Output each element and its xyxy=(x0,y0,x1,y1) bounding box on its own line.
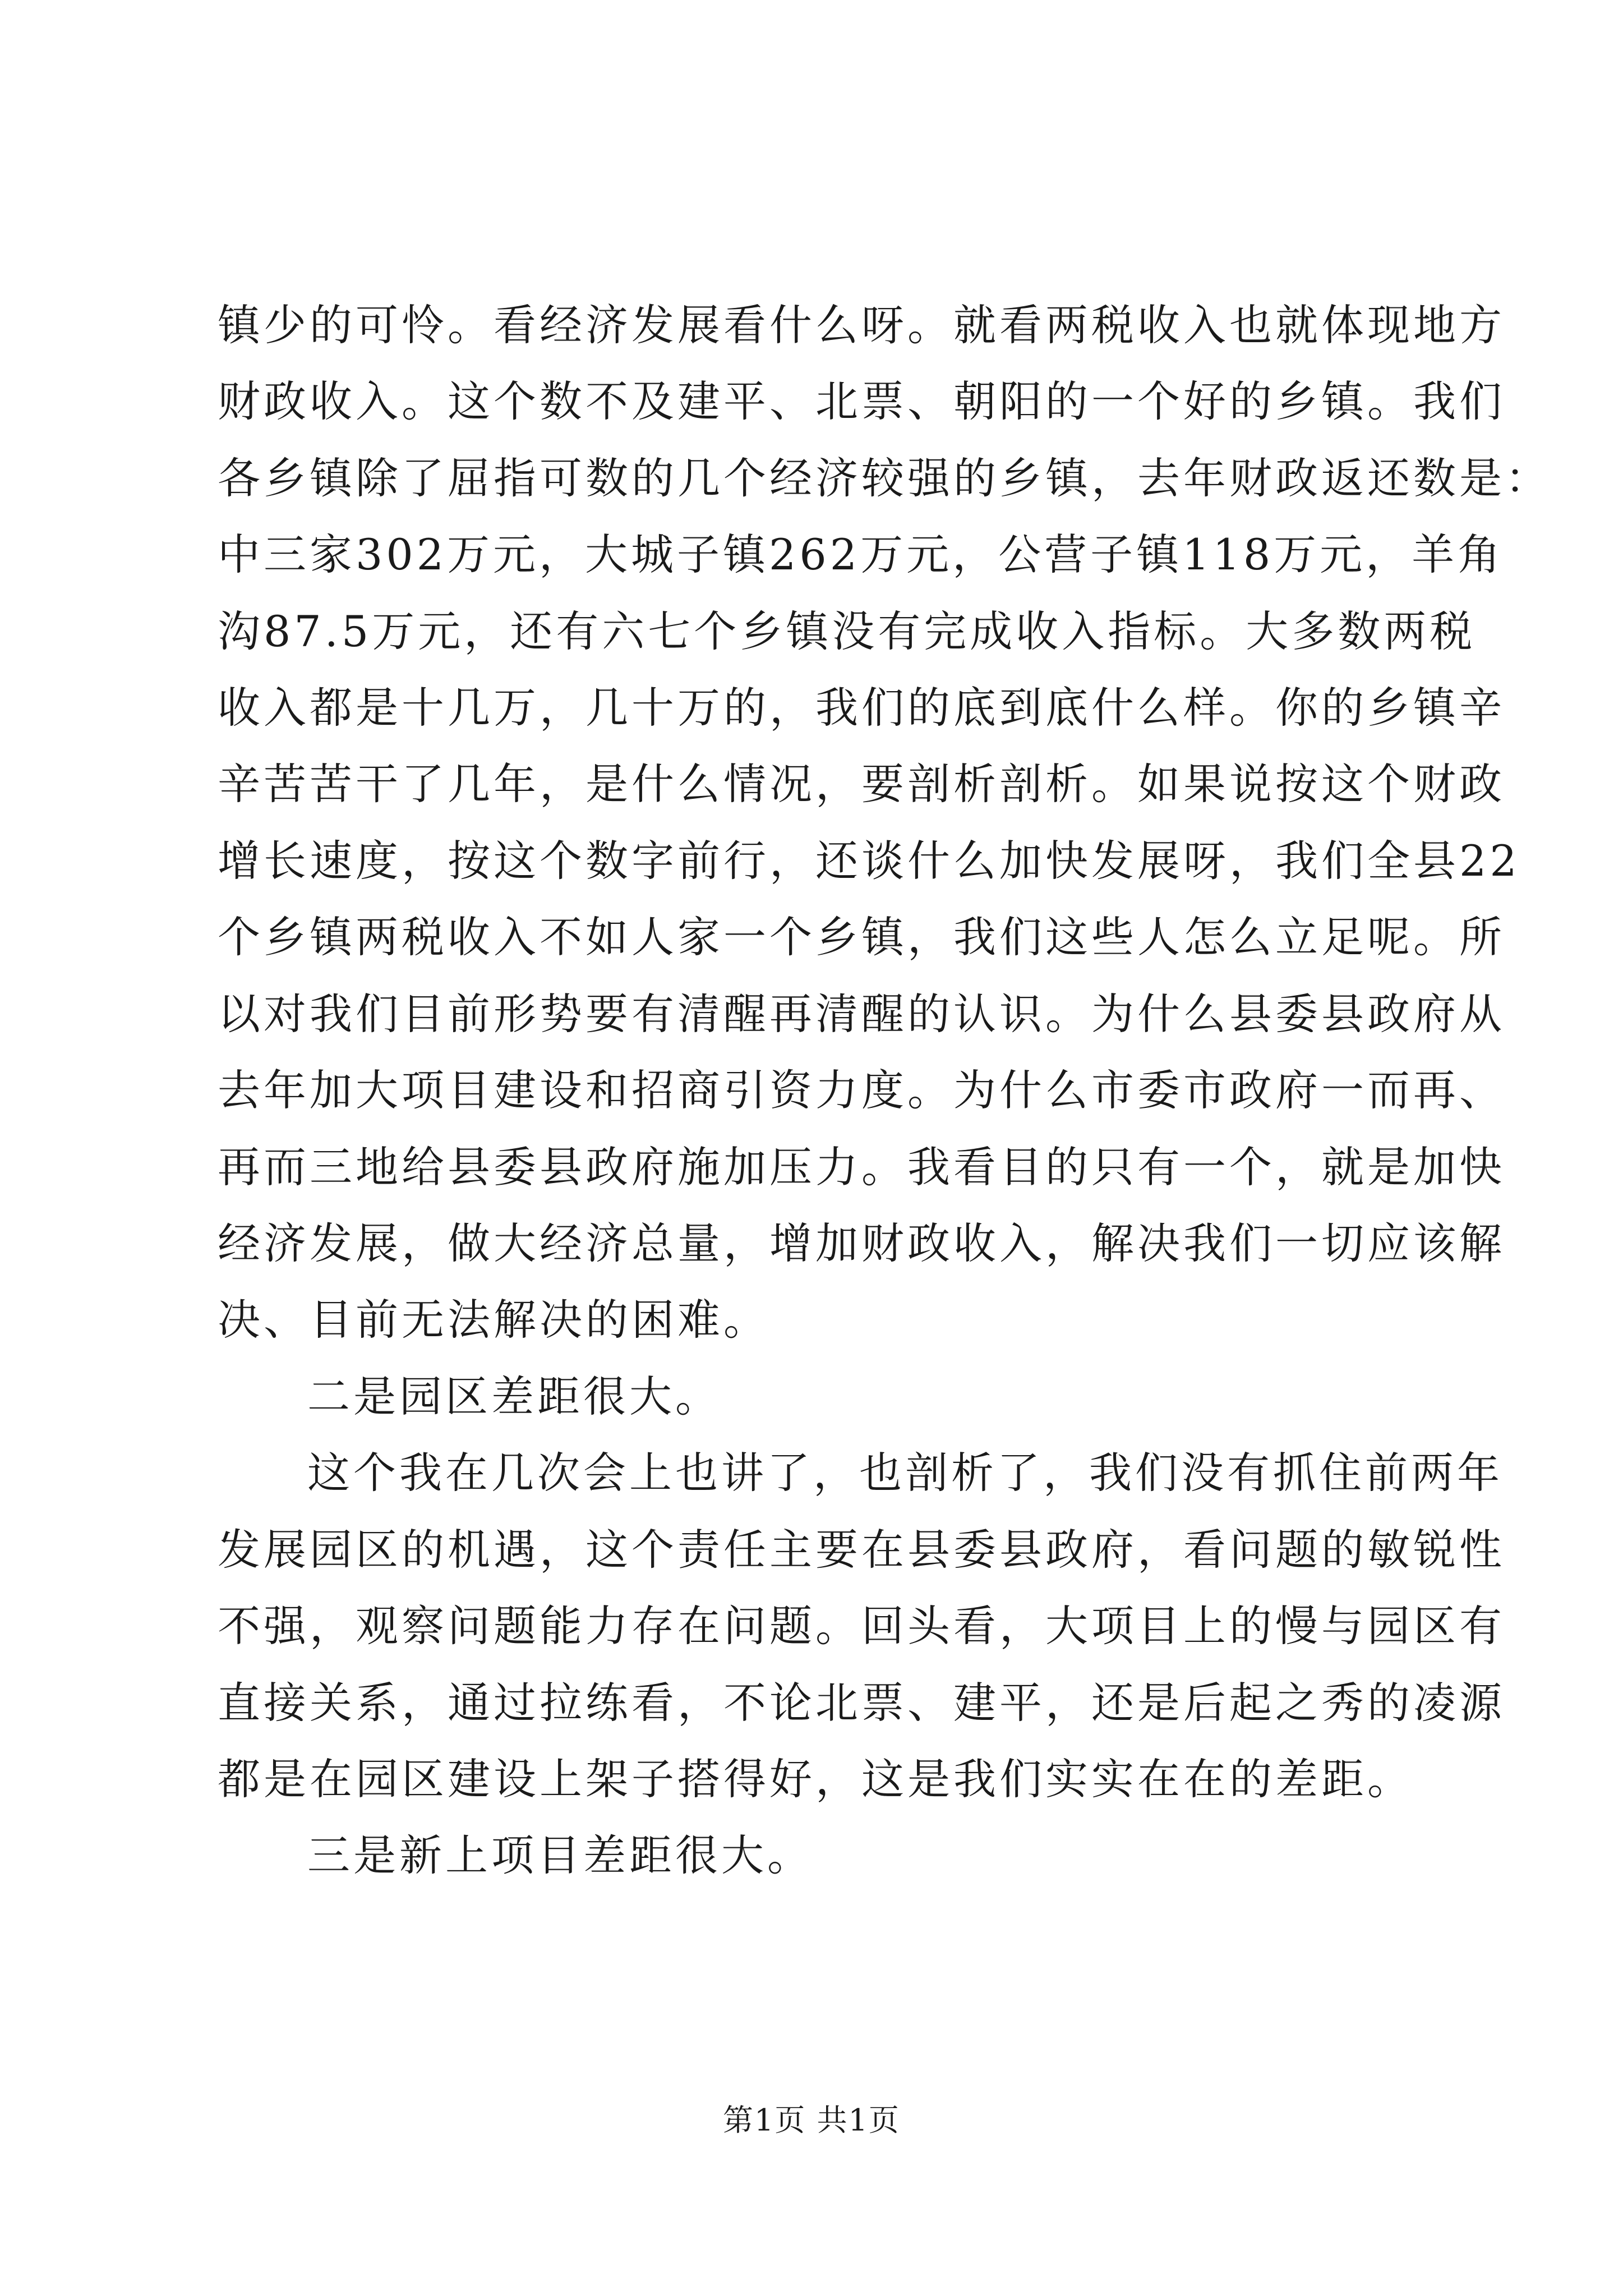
text-line: 发展园区的机遇，这个责任主要在县委县政府，看问题的敏锐性 xyxy=(218,1525,1505,1575)
page-footer: 第1页 共1页 xyxy=(723,2102,900,2138)
text-line: 沟87.5万元，还有六七个乡镇没有完成收入指标。大多数两税 xyxy=(218,606,1476,656)
text-line: 这个我在几次会上也讲了，也剖析了，我们没有抓住前两年 xyxy=(307,1448,1503,1498)
text-line: 收入都是十几万，几十万的，我们的底到底什么样。你的乡镇辛 xyxy=(218,683,1505,733)
section-heading: 三是新上项目差距很大。 xyxy=(307,1830,813,1880)
text-line: 财政收入。这个数不及建平、北票、朝阳的一个好的乡镇。我们 xyxy=(218,376,1505,426)
text-line: 辛苦苦干了几年，是什么情况，要剖析剖析。如果说按这个财政 xyxy=(218,759,1505,809)
text-line: 都是在园区建设上架子搭得好，这是我们实实在在的差距。 xyxy=(218,1754,1413,1804)
text-line: 镇少的可怜。看经济发展看什么呀。就看两税收入也就体现地方 xyxy=(218,300,1505,350)
text-line: 去年加大项目建设和招商引资力度。为什么市委市政府一而再、 xyxy=(218,1065,1505,1115)
text-line: 以对我们目前形势要有清醒再清醒的认识。为什么县委县政府从 xyxy=(218,989,1505,1039)
text-line: 中三家302万元，大城子镇262万元，公营子镇118万元，羊角 xyxy=(218,530,1504,579)
text-line: 经济发展，做大经济总量，增加财政收入，解决我们一切应该解 xyxy=(218,1218,1505,1268)
text-line: 决、目前无法解决的困难。 xyxy=(218,1295,769,1345)
text-line: 增长速度，按这个数字前行，还谈什么加快发展呀，我们全县22 xyxy=(218,836,1520,886)
text-line: 不强，观察问题能力存在问题。回头看，大项目上的慢与园区有 xyxy=(218,1601,1505,1651)
text-line: 再而三地给县委县政府施加压力。我看目的只有一个，就是加快 xyxy=(218,1142,1505,1192)
text-line: 各乡镇除了屈指可数的几个经济较强的乡镇，去年财政返还数是： xyxy=(218,453,1551,503)
text-line: 直接关系，通过拉练看，不论北票、建平，还是后起之秀的凌源 xyxy=(218,1678,1505,1728)
section-heading: 二是园区差距很大。 xyxy=(307,1372,721,1421)
text-line: 个乡镇两税收入不如人家一个乡镇，我们这些人怎么立足呢。所 xyxy=(218,912,1505,962)
